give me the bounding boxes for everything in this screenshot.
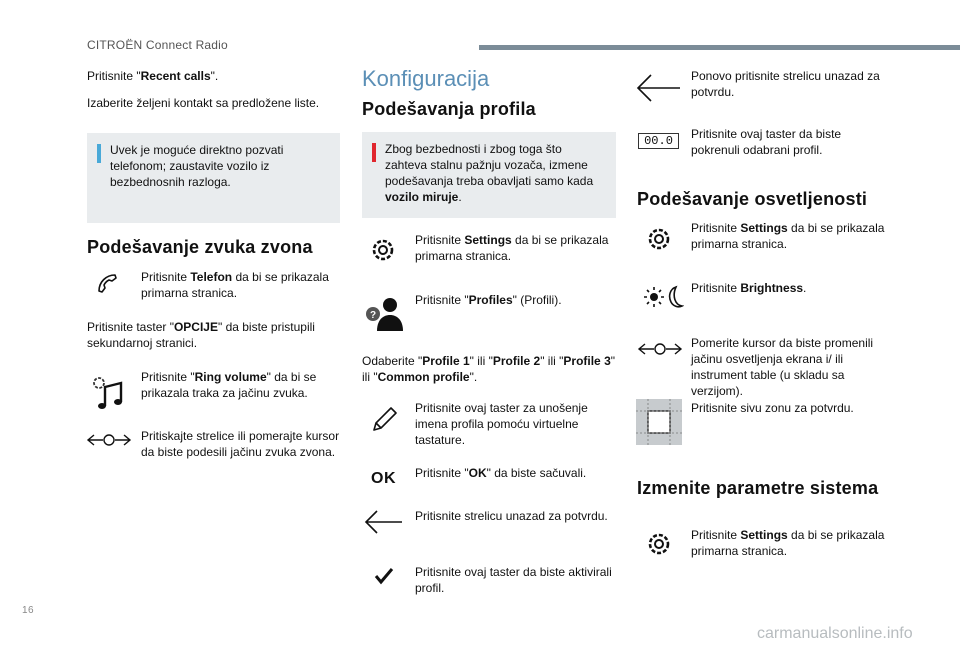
info-note-direct-call [87,133,340,223]
heading-profile-settings: Podešavanja profila [362,99,536,119]
step-back-confirm-text: Pritisnite strelicu unazad za potvrdu. [415,509,608,523]
step-ring-volume-text: Pritisnite "Ring volume" da bi se prikazala traka za jačinu zvuka. [141,370,317,400]
brightness-sun-moon-icon [642,284,684,310]
step-profiles-text: Pritisnite "Profiles" (Profili). [415,293,562,307]
page-number: 16 [22,605,35,616]
heading-ring-volume: Podešavanje zvuka zvona [87,237,313,257]
back-arrow-icon [364,508,404,536]
step-adjust-volume-text: Pritiskajte strelice ili pomerajte kursor da biste podesili jačinu zvuka zvona. [141,429,340,459]
step-ok-text: Pritisnite "OK" da biste sačuvali. [415,466,587,480]
phone-icon [96,272,118,294]
info-marker-icon [97,144,101,163]
step-name-profile-text: Pritisnite ovaj taster za unošenje imena profila pomoću virtuelne tastature. [415,401,588,447]
warning-marker-icon [372,143,376,162]
back-arrow-icon [636,72,682,104]
step-phone-text: Pritisnite Telefon da bi se prikazala primarna stranica. [141,270,329,300]
step-move-cursor-text: Pomerite kursor da biste promenili jačinu osvetljenja ekrana i/ ili instrument table (u skladu sa verzijom). [691,336,874,398]
header-bar [479,45,960,50]
checkmark-icon [374,567,394,585]
options-instruction: Pritisnite taster "OPCIJE" da biste pristupili sekundarnoj stranici. [87,320,315,350]
slider-arrows-icon [86,431,132,449]
heading-system-parameters: Izmenite parametre sistema [637,478,879,498]
settings-gear-icon [369,236,397,264]
ring-settings-icon [89,373,129,413]
profile-user-icon [365,296,405,332]
step-launch-profile-text: Pritisnite ovaj taster da biste pokrenuli odabrani profil. [691,127,842,157]
watermark-text: carmanualsonline.info [757,625,913,642]
info-note-text: Uvek je moguće direktno pozvati telefonom; zaustavite vozilo iz bezbednosnih razloga. [110,143,284,189]
section-title-configuration: Konfiguracija [362,66,490,91]
settings-gear-icon [645,225,673,253]
step-grey-zone-text: Pritisnite sivu zonu za potvrdu. [691,401,854,415]
step-settings-text: Pritisnite Settings da bi se prikazala primarna stranica. [415,233,609,263]
heading-brightness: Podešavanje osvetljenosti [637,189,868,209]
header-title: CITROËN Connect Radio [87,38,228,52]
svg-text:?: ? [369,310,377,321]
step-back-again-text: Ponovo pritisnite strelicu unazad za potvrdu. [691,69,880,99]
grey-zone-icon [636,399,682,445]
value-button-icon: 00.0 [638,133,679,149]
recent-calls-instruction: Pritisnite "Recent calls". [87,69,219,83]
step-settings-system-text: Pritisnite Settings da bi se prikazala primarna stranica. [691,528,885,558]
ok-button-icon: OK [371,470,396,487]
settings-gear-icon [645,530,673,558]
step-activate-profile-text: Pritisnite ovaj taster da biste aktivirali profil. [415,565,612,595]
warning-note-safety [362,132,616,218]
choose-contact-text: Izaberite željeni kontakt sa predložene liste. [87,96,320,110]
pencil-edit-icon [370,404,400,434]
slider-arrows-icon [637,340,683,358]
warning-note-text: Zbog bezbednosti i zbog toga što zahteva stalnu pažnju vozača, izmene podešavanja treba obavljati samo kada vozilo miruje. [385,142,594,204]
step-settings-brightness-text: Pritisnite Settings da bi se prikazala primarna stranica. [691,221,885,251]
select-profile-text: Odaberite "Profile 1" ili "Profile 2" ili "Profile 3" ili "Common profile". [362,354,616,384]
step-brightness-text: Pritisnite Brightness. [691,281,807,295]
